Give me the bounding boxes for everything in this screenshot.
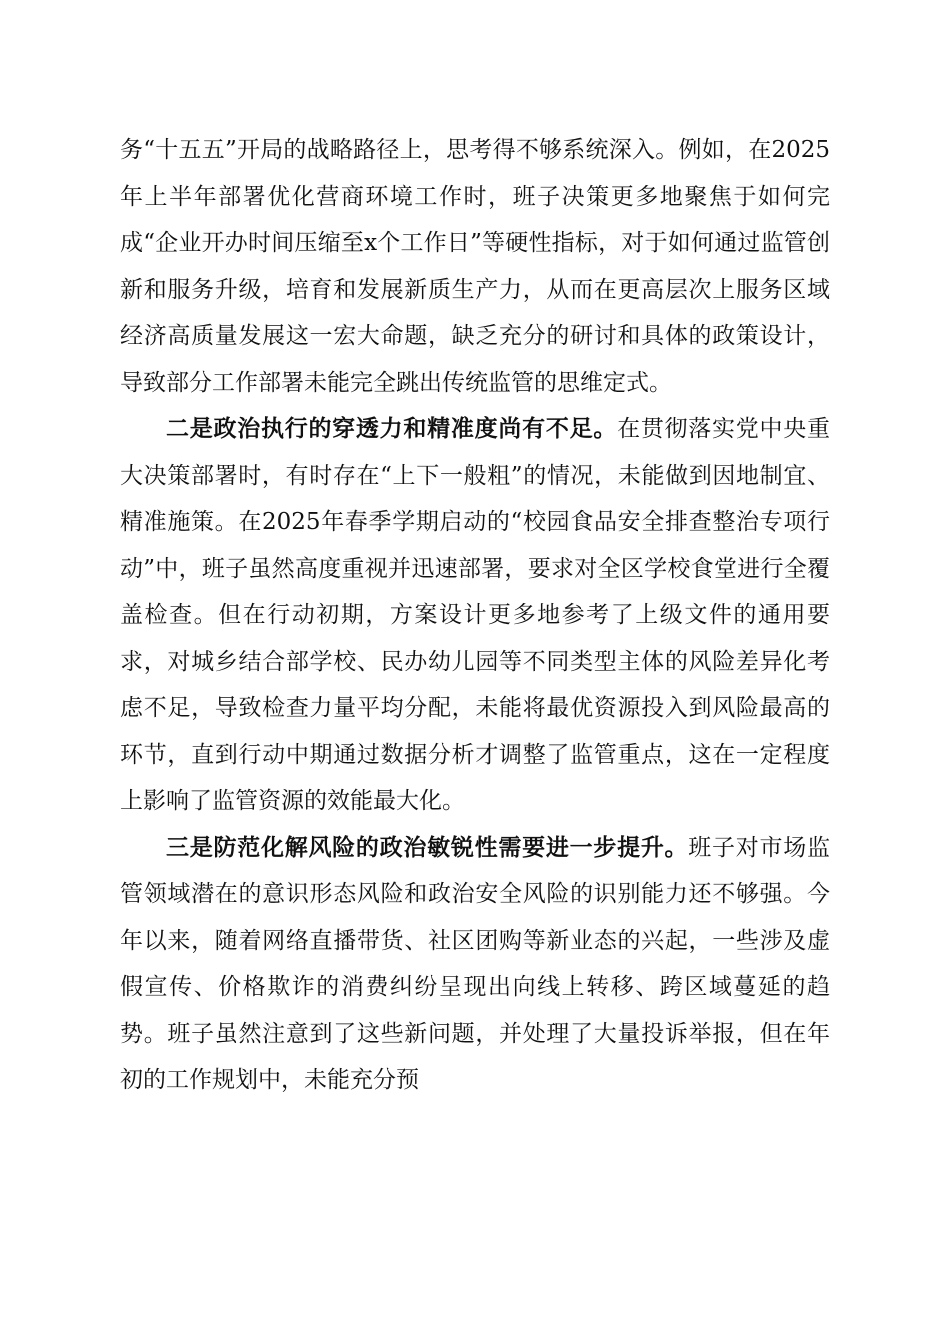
paragraph-point-three bbox=[120, 825, 830, 1104]
paragraph-body-text: 班子对市场监管领域潜在的意识形态风险和政治安全风险的识别能力还不够强。今年以来，随着网络直播带货、社区团购等新业态的兴起，一些涉及虚假宣传、价格欺诈的消费纠纷呈现出向线上转移、跨区域蔓延的趋势。班子虽然注意到了这些新问题，并处理了大量投诉举报，但在年初的工作规划中，未能充分预 bbox=[120, 834, 831, 1093]
paragraph-heading: 二是政治执行的穿透力和精准度尚有不足。 bbox=[166, 415, 618, 442]
paragraph-heading: 三是防范化解风险的政治敏锐性需要进一步提升。 bbox=[166, 833, 689, 861]
paragraph-body-text: 务“十五五”开局的战略路径上，思考得不够系统深入。例如，在2025年上半年部署优化营商环境工作时，班子决策更多地聚焦于如何完成“企业开办时间压缩至x个工作日”等硬性指标，对于如何通过监管创新和服务升级，培育和发展新质生产力，从而在更高层次上服务区域经济高质量发展这一宏大命题，缺乏充分的研讨和具体的政策设计，导致部分工作部署未能完全跳出传统监管的思维定式。 bbox=[120, 137, 830, 396]
document-body bbox=[120, 127, 830, 1104]
paragraph-continuation bbox=[120, 127, 830, 406]
paragraph-point-two bbox=[120, 406, 830, 825]
paragraph-body-text: 在贯彻落实党中央重大决策部署时，有时存在“上下一般粗”的情况，未能做到因地制宜、精准施策。在2025年春季学期启动的“校园食品安全排查整治专项行动”中，班子虽然高度重视并迅速部署，要求对全区学校食堂进行全覆盖检查。但在行动初期，方案设计更多地参考了上级文件的通用要求，对城乡结合部学校、民办幼儿园等不同类型主体的风险差异化考虑不足，导致检查力量平均分配，未能将最优资源投入到风险最高的环节，直到行动中期通过数据分析才调整了监管重点，这在一定程度上影响了监管资源的效能最大化。 bbox=[120, 416, 831, 814]
